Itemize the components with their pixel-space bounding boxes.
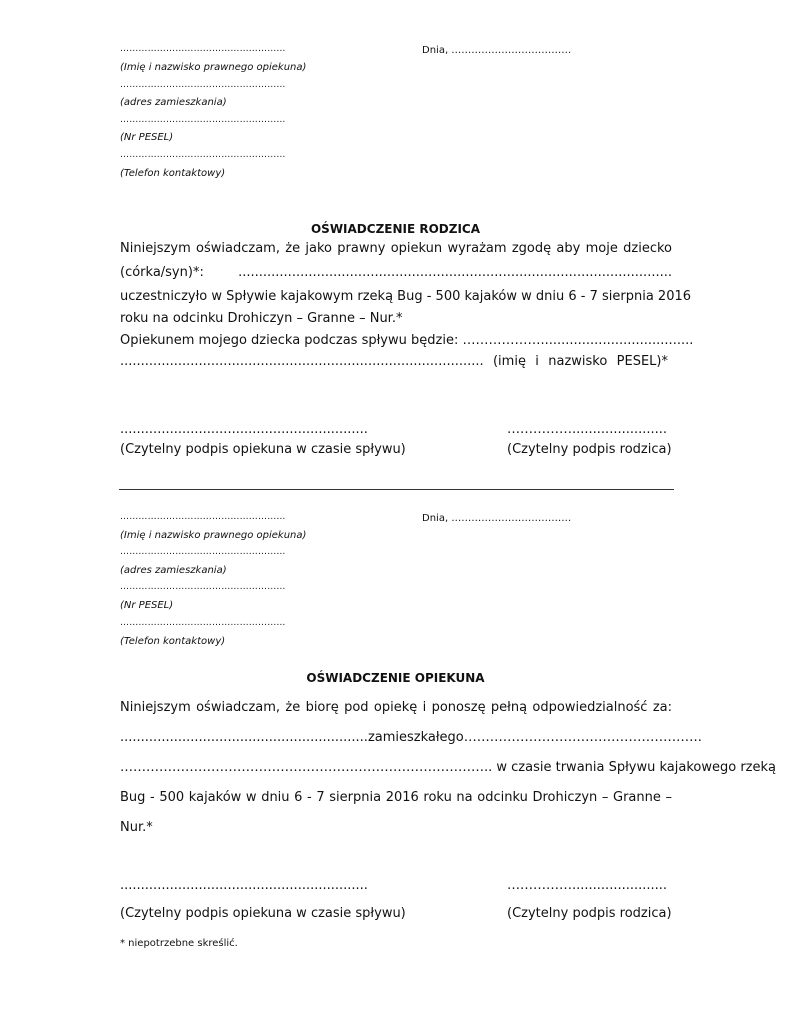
statement-line: ............................................................zamieszkałego……………………………………………….	[120, 730, 702, 745]
guardian-name-caption: (Imię i nazwisko prawnego opiekuna)	[120, 62, 307, 73]
statement-line: Opiekunem mojego dziecka podczas spływu będzie: ……………….....................................	[120, 333, 694, 348]
statement-line: Bug - 500 kajaków w dniu 6 - 7 sierpnia 2016 roku na odcinku Drohiczyn – Granne –	[120, 790, 672, 805]
statement-line: Niniejszym oświadczam, że jako prawny opiekun wyrażam zgodę aby moje dziecko	[120, 241, 672, 256]
pesel-caption: (Nr PESEL)	[120, 132, 174, 143]
section-divider	[119, 489, 674, 490]
statement-line: Nur.*	[120, 820, 153, 835]
pesel-field[interactable]: ………………………………………………	[120, 582, 286, 592]
phone-field[interactable]: ………………………………………………	[120, 618, 286, 628]
guardian-name-field[interactable]: ………………………………………………	[120, 512, 286, 522]
date-field[interactable]: Dnia, ………………………………	[422, 513, 572, 524]
document-title: OŚWIADCZENIE OPIEKUNA	[306, 671, 485, 685]
address-field[interactable]: ………………………………………………	[120, 547, 286, 557]
caretaker-signature-caption: (Czytelny podpis opiekuna w czasie spływu)	[120, 442, 406, 457]
phone-caption: (Telefon kontaktowy)	[120, 168, 226, 179]
statement-line: Niniejszym oświadczam, że biorę pod opiekę i ponoszę pełną odpowiedzialność za:	[120, 700, 672, 715]
address-field[interactable]: ………………………………………………	[120, 80, 286, 90]
phone-field[interactable]: ………………………………………………	[120, 150, 286, 160]
document-title: OŚWIADCZENIE RODZICA	[310, 222, 481, 236]
parent-signature-caption: (Czytelny podpis rodzica)	[507, 442, 672, 457]
guardian-name-field[interactable]: ………………………………………………	[120, 44, 286, 54]
parent-signature-line[interactable]: …………….......................	[507, 422, 668, 437]
address-caption: (adres zamieszkania)	[120, 565, 227, 576]
footnote: * niepotrzebne skreślić.	[120, 938, 238, 949]
statement-line: roku na odcinku Drohiczyn – Granne – Nur.*	[120, 311, 403, 326]
parent-signature-line[interactable]: …………….......................	[507, 878, 668, 893]
date-field[interactable]: Dnia, ………………………………	[422, 45, 572, 56]
statement-line: ………………………………………………………………………….. w czasie trwania Spływu kajakowego rzeką	[120, 760, 776, 775]
parent-signature-caption: (Czytelny podpis rodzica)	[507, 906, 672, 921]
statement-line: uczestniczyło w Spływie kajakowym rzeką Bug - 500 kajaków w dniu 6 - 7 sierpnia 2016	[120, 289, 692, 304]
caretaker-signature-line[interactable]: ............................................................	[120, 422, 368, 437]
caretaker-signature-caption: (Czytelny podpis opiekuna w czasie spływu)	[120, 906, 406, 921]
pesel-caption: (Nr PESEL)	[120, 600, 174, 611]
phone-caption: (Telefon kontaktowy)	[120, 636, 226, 647]
statement-line: ........................................................................................ (imię i nazwisko PESEL)*	[120, 354, 668, 369]
guardian-name-caption: (Imię i nazwisko prawnego opiekuna)	[120, 530, 307, 541]
pesel-field[interactable]: ………………………………………………	[120, 115, 286, 125]
statement-line: (córka/syn)*: .........................................................................................................	[120, 265, 672, 280]
address-caption: (adres zamieszkania)	[120, 97, 227, 108]
caretaker-signature-line[interactable]: ............................................................	[120, 878, 368, 893]
